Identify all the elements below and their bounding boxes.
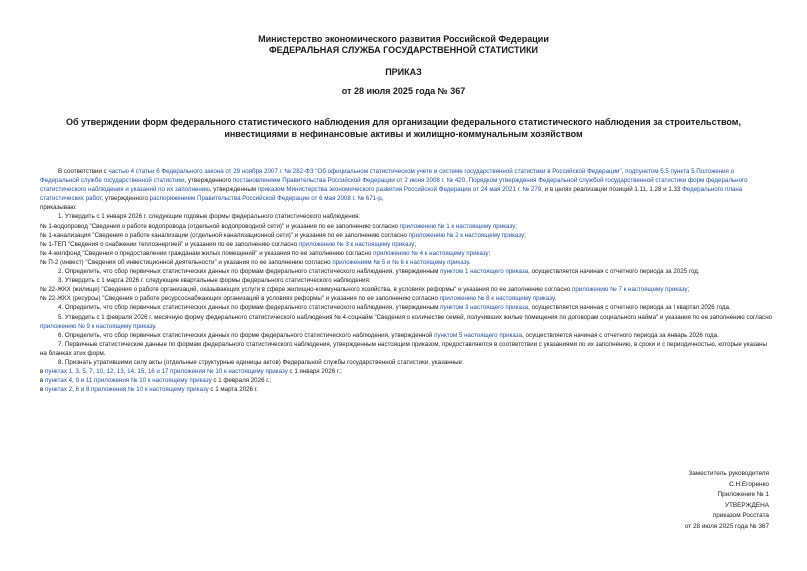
- text: 4. Определить, что сбор первичных статистических данных по формам федерального статистического наблюдения, утвержденным: [58, 304, 441, 312]
- text: , утвержденным: [209, 186, 258, 194]
- text: В соответствии с: [58, 168, 109, 175]
- text: № 22-ЖКХ (жилище) "Сведения о работе организаций, оказывающих услуги в сфере жилищно-коммунального хозяйства, в условиях реформы" и указания по ее заполнению согласно: [40, 286, 572, 294]
- signer-name: С.Н.Егоренко: [729, 480, 769, 488]
- text: с 1 января 2026 г.;: [287, 368, 342, 376]
- link-government-decree[interactable]: постановлением Правительства Российской Федерации от 2 июня 2008 г. № 420: [232, 177, 466, 185]
- form-4-zhilfond: № 4-жилфонд "Сведения о предоставлении гражданам жилых помещений" и указания по ее заполнению согласно приложению № 4 к настоящему приказу;: [40, 249, 491, 257]
- text: , и в целях реализации позиций 1.11, 1.28 и 1.33: [541, 186, 683, 194]
- text: № П-2 (инвест) "Сведения об инвестиционной деятельности" и указания по ее заполнению согласно: [40, 258, 333, 266]
- title-line-1: Об утверждении форм федерального статистического наблюдения для организации федерального статистического наблюдения за строительством,: [66, 117, 741, 127]
- text: в: [40, 368, 46, 376]
- item-4: [40, 303, 773, 312]
- text: , осуществляется начиная с отчетного периода за январь 2026 года.: [522, 331, 719, 339]
- signer-position: Заместитель руководителя: [688, 470, 769, 477]
- appendix-label: Приложение № 1: [717, 491, 769, 498]
- document-title: [0, 116, 807, 140]
- service-name: ФЕДЕРАЛЬНАЯ СЛУЖБА ГОСУДАРСТВЕННОЙ СТАТИСТИКИ: [269, 45, 538, 55]
- title-line-2: инвестициями в нефинансовые активы и жилищно-коммунальным хозяйством: [224, 129, 583, 139]
- link-appendix-10-a[interactable]: пунктах 1, 3, 5, 7, 10, 12, 13, 14, 15, 16 и 17 приложения № 10 к настоящему приказу: [45, 368, 288, 376]
- approved-label: УТВЕРЖДЕНА: [724, 501, 769, 509]
- preamble-paragraph: [40, 167, 773, 203]
- link-item-3[interactable]: пунктом 3 настоящего приказа: [440, 304, 529, 312]
- link-appendix-9[interactable]: приложению № 9 к настоящему приказу: [40, 322, 155, 330]
- form-1-kanalizaciya: № 1-канализация "Сведения о работе канализации (отдельной канализационной сети)" и указания по ее заполнению согласно приложению № 2 к настоящему приказу;: [40, 231, 526, 239]
- item-8: 8. Признать утратившими силу акты (отдельные структурные единицы актов) Федеральной службы государственной статистики, указанные:: [58, 358, 464, 366]
- text: ,: [465, 177, 469, 185]
- repeal-list-2: [40, 376, 773, 385]
- link-appendix-2[interactable]: приложению № 2 к настоящему приказу: [408, 231, 525, 239]
- document-body: [40, 167, 773, 394]
- text: , осуществляется начиная с отчетного периода за 2025 год.: [528, 268, 700, 276]
- link-regulation-point[interactable]: подпунктом 5.5 пункта 5 Положения о Федеральной службе государственной статистики: [40, 168, 735, 185]
- link-government-order[interactable]: распоряжением Правительства Российской Федерации от 6 мая 2008 г. № 671-р: [149, 195, 382, 203]
- form-1-vodoprovod: № 1-водопровод "Сведения о работе водопровода (отдельной водопроводной сети)" и указания по ее заполнению согласно приложению № 1 к настоящему приказу;: [40, 222, 518, 230]
- item-1: 1. Утвердить с 1 января 2026 г. следующие годовые формы федерального статистического наблюдения:: [58, 213, 361, 221]
- text: № 4-жилфонд "Сведения о предоставлении гражданам жилых помещений" и указания по ее заполнению согласно: [40, 249, 374, 257]
- text: в: [40, 377, 46, 385]
- order-word: приказываю:: [40, 204, 77, 212]
- link-appendix-7[interactable]: приложению № 7 к настоящему приказу: [571, 286, 688, 294]
- link-appendix-1[interactable]: приложению № 1 к настоящему приказу: [399, 222, 516, 230]
- document-type: ПРИКАЗ: [385, 67, 422, 77]
- link-item-5[interactable]: пунктом 5 настоящего приказа: [434, 331, 523, 339]
- text: , утвержденного: [101, 195, 150, 203]
- item-6: [40, 331, 773, 340]
- form-22-zhkh-zhilische: № 22-ЖКХ (жилище) "Сведения о работе организаций, оказывающих услуги в сфере жилищно-коммунального хозяйства, в условиях реформы" и указания по ее заполнению согласно приложению № 7 к настоящему приказу;: [40, 286, 690, 294]
- link-federal-law[interactable]: частью 4 статьи 6 Федерального закона от 29 ноября 2007 г. № 282-ФЗ "Об официальном статистическом учете и системе государственной статистики в Российской Федерации": [108, 168, 622, 175]
- link-appendix-4[interactable]: приложению № 4 к настоящему приказу: [373, 249, 489, 257]
- link-appendix-3[interactable]: приложению № 3 к настоящему приказу: [298, 240, 415, 248]
- item-2: [40, 267, 773, 276]
- text: № 1-ТЕП "Сведения о снабжении теплоэнергией" и указания по ее заполнению согласно: [40, 240, 299, 248]
- text: № 1-водопровод "Сведения о работе водопровода (отдельной водопроводной сети)" и указания по ее заполнению согласно: [40, 222, 400, 230]
- text: 6. Определить, что сбор первичных статистических данных по форме федерального статистического наблюдения, утвержденной: [58, 331, 435, 339]
- item-7: 7. Первичные статистические данные по формам федерального статистического наблюдения, утвержденным настоящим приказом, предоставляются в соответствии с указаниями по их заполнению, в сроки и с периодичностью, которые указаны на бланках этих форм.: [40, 340, 767, 357]
- link-appendix-5-6[interactable]: приложениям № 5 и № 6 к настоящему приказу: [332, 258, 469, 266]
- link-federal-plan[interactable]: Федерального плана статистических работ: [40, 186, 743, 203]
- ministry-name: Министерство экономического развития Российской Федерации: [258, 34, 549, 44]
- form-22-zhkh-resursy: № 22-ЖКХ (ресурсы) "Сведения о работе ресурсоснабжающих организаций в условиях реформы" и указания по ее заполнению согласно приложению № 8 к настоящему приказу.: [40, 295, 557, 303]
- text: 2. Определить, что сбор первичных статистических данных по формам федерального статистического наблюдения, утвержденным: [58, 268, 441, 276]
- link-ministry-order[interactable]: приказом Министерства экономического развития Российской Федерации от 24 мая 2021 г. № 279: [257, 186, 542, 194]
- link-item-1[interactable]: пунктом 1 настоящего приказа: [440, 268, 529, 276]
- document-header: [0, 34, 807, 56]
- form-p2-invest: № П-2 (инвест) "Сведения об инвестиционной деятельности" и указания по ее заполнению согласно приложениям № 5 и № 6 к настоящему приказу.: [40, 258, 471, 266]
- link-appendix-10-b[interactable]: пунктах 4, 9 и 11 приложения № 10 к настоящему приказу: [45, 377, 212, 385]
- text: ,: [621, 168, 626, 175]
- repeal-list-3: [40, 385, 773, 394]
- text: с 1 февраля 2026 г.;: [211, 377, 272, 385]
- approved-order-date: от 28 июля 2025 года № 367: [684, 522, 769, 530]
- item-3: 3. Утвердить с 1 марта 2026 г. следующие квартальные формы федерального статистического наблюдения:: [58, 277, 371, 285]
- text: с 1 марта 2026 г.: [208, 386, 259, 394]
- repeal-list-1: [40, 367, 773, 376]
- text: в: [40, 386, 46, 394]
- document-date-number: от 28 июля 2025 года № 367: [341, 86, 466, 96]
- link-appendix-10-c[interactable]: пунктах 2, 6 и 8 приложения № 10 к настоящему приказу: [45, 386, 209, 394]
- approved-by-order: приказом Росстата: [712, 512, 769, 519]
- text: № 22-ЖКХ (ресурсы) "Сведения о работе ресурсоснабжающих организаций в условиях реформы" и указания по ее заполнению согласно: [40, 295, 440, 303]
- item-5: 5. Утвердить с 1 февраля 2026 г. месячную форму федерального статистического наблюдения № 4-соцнайм "Сведения о количестве семей, получивших жилые помещения по договорам социального найма" и указания по ее заполнению согласно приложению № 9 к настоящему приказу.: [40, 313, 773, 330]
- text: , осуществляется начиная с отчетного периода за I квартал 2026 года.: [528, 304, 731, 312]
- text: № 1-канализация "Сведения о работе канализации (отдельной канализационной сети)" и указания по ее заполнению согласно: [40, 231, 409, 239]
- form-1-tep: № 1-ТЕП "Сведения о снабжении теплоэнергией" и указания по ее заполнению согласно приложению № 3 к настоящему приказу;: [40, 240, 417, 248]
- link-approval-procedure[interactable]: Порядком утверждения Федеральной службой государственной статистики форм федерального статистического наблюдения и указаний по их заполнению: [40, 177, 748, 194]
- text: , утвержденного: [184, 177, 233, 185]
- text: ,: [381, 195, 384, 203]
- text: 5. Утвердить с 1 февраля 2026 г. месячную форму федерального статистического наблюдения № 4-соцнайм "Сведения о количестве семей, получивших жилые помещения по договорам социального найма" и указания по ее заполнению согласно: [58, 313, 773, 321]
- link-appendix-8[interactable]: приложению № 8 к настоящему приказу: [439, 295, 555, 303]
- signature-block: [685, 469, 769, 532]
